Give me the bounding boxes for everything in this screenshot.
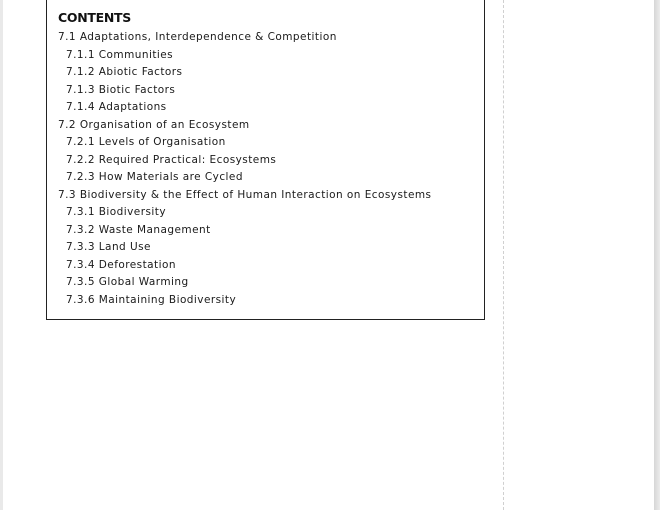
toc-item-7-1[interactable]: 7.1 Adaptations, Interdependence & Competition: [58, 31, 337, 43]
toc-item-7-1-2[interactable]: 7.1.2 Abiotic Factors: [66, 66, 183, 78]
toc-item-7-1-1[interactable]: 7.1.1 Communities: [66, 48, 174, 61]
toc-item-7-1-4[interactable]: 7.1.4 Adaptations: [66, 101, 167, 113]
contents-title: CONTENTS: [58, 10, 131, 25]
toc-item-7-3-5[interactable]: 7.3.5 Global Warming: [66, 276, 189, 288]
toc-item-7-1-3[interactable]: 7.1.3 Biotic Factors: [66, 83, 176, 96]
toc-item-7-3-3[interactable]: 7.3.3 Land Use: [66, 241, 151, 253]
document-page: [3, 0, 654, 510]
toc-item-7-3-1[interactable]: 7.3.1 Biodiversity: [66, 206, 166, 218]
toc-item-7-3-6[interactable]: 7.3.6 Maintaining Biodiversity: [66, 293, 237, 306]
toc-item-7-3-4[interactable]: 7.3.4 Deforestation: [66, 258, 176, 271]
toc-item-7-2-2[interactable]: 7.2.2 Required Practical: Ecosystems: [66, 153, 277, 166]
page-edge-shadow: [654, 0, 660, 510]
toc-item-7-3-2[interactable]: 7.3.2 Waste Management: [66, 223, 211, 236]
toc-item-7-2[interactable]: 7.2 Organisation of an Ecosystem: [58, 118, 250, 131]
toc-list: [58, 29, 431, 309]
right-margin-guide: [503, 0, 504, 510]
toc-item-7-2-3[interactable]: 7.2.3 How Materials are Cycled: [66, 171, 243, 183]
contents-box: [46, 0, 485, 320]
toc-item-7-2-1[interactable]: 7.2.1 Levels of Organisation: [66, 136, 226, 148]
toc-item-7-3[interactable]: 7.3 Biodiversity & the Effect of Human Interaction on Ecosystems: [58, 188, 432, 201]
